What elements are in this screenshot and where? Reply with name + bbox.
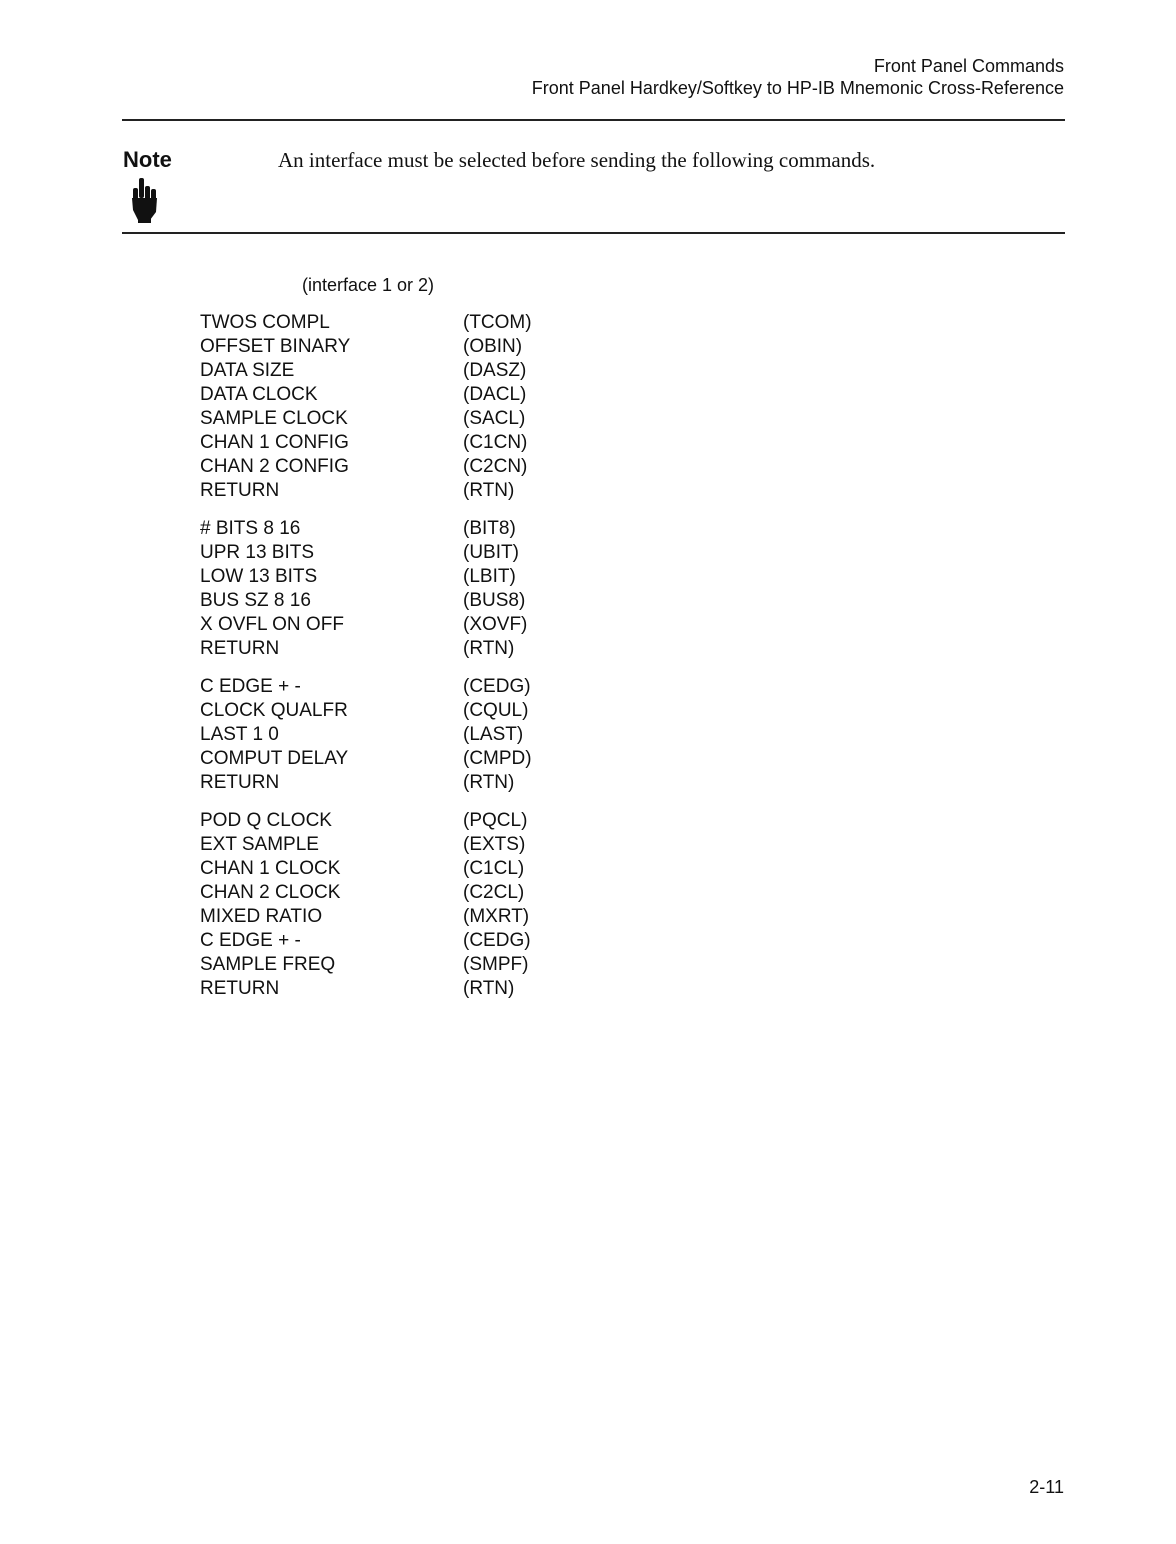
- softkey-label: DATA CLOCK: [200, 384, 318, 405]
- hpib-mnemonic: (BIT8): [463, 518, 516, 539]
- hpib-mnemonic: (CMPD): [463, 748, 532, 769]
- softkey-label: DATA SIZE: [200, 360, 295, 381]
- softkey-label: LOW 13 BITS: [200, 566, 318, 587]
- hpib-mnemonic: (EXTS): [463, 834, 526, 855]
- interface-label: (interface 1 or 2): [302, 275, 435, 295]
- hpib-mnemonic: (LAST): [463, 724, 524, 745]
- hpib-mnemonic: (C1CN): [463, 432, 528, 453]
- softkey-label: C EDGE + -: [200, 930, 301, 951]
- hpib-mnemonic: (MXRT): [463, 906, 530, 927]
- hpib-mnemonic: (C1CL): [463, 858, 525, 879]
- softkey-label: CHAN 1 CLOCK: [200, 858, 341, 879]
- softkey-label: OFFSET BINARY: [200, 336, 351, 357]
- softkey-label: UPR 13 BITS: [200, 542, 315, 563]
- hpib-mnemonic: (PQCL): [463, 810, 528, 831]
- softkey-label: # BITS 8 16: [200, 518, 301, 539]
- hpib-mnemonic: (DASZ): [463, 360, 527, 381]
- softkey-label: COMPUT DELAY: [200, 748, 349, 769]
- softkey-label: EXT SAMPLE: [200, 834, 319, 855]
- hpib-mnemonic: (CEDG): [463, 676, 531, 697]
- softkey-label: RETURN: [200, 480, 280, 501]
- hpib-mnemonic: (RTN): [463, 978, 515, 999]
- softkey-label: MIXED RATIO: [200, 906, 323, 927]
- softkey-label: TWOS COMPL: [200, 312, 330, 333]
- top-rule: [122, 119, 1065, 121]
- hpib-mnemonic: (LBIT): [463, 566, 516, 587]
- hpib-mnemonic: (OBIN): [463, 336, 523, 357]
- softkey-label: POD Q CLOCK: [200, 810, 332, 831]
- hpib-mnemonic: (C2CN): [463, 456, 528, 477]
- hpib-mnemonic: (TCOM): [463, 312, 532, 333]
- hpib-mnemonic: (XOVF): [463, 614, 528, 635]
- softkey-label: LAST 1 0: [200, 724, 279, 745]
- softkey-label: RETURN: [200, 638, 280, 659]
- softkey-label: RETURN: [200, 772, 280, 793]
- hpib-mnemonic: (RTN): [463, 772, 515, 793]
- softkey-label: X OVFL ON OFF: [200, 614, 344, 635]
- running-header-title: Front Panel Commands: [873, 56, 1064, 76]
- note-label: Note: [123, 147, 172, 172]
- hpib-mnemonic: (CEDG): [463, 930, 531, 951]
- softkey-label: SAMPLE FREQ: [200, 954, 336, 975]
- softkey-label: CHAN 1 CONFIG: [200, 432, 349, 453]
- softkey-label: CLOCK QUALFR: [200, 700, 348, 721]
- page-number: 2-11: [1029, 1477, 1064, 1497]
- running-header-subtitle: Front Panel Hardkey/Softkey to HP-IB Mnemonic Cross-Reference: [531, 78, 1064, 98]
- hpib-mnemonic: (RTN): [463, 480, 515, 501]
- hpib-mnemonic: (RTN): [463, 638, 515, 659]
- softkey-label: C EDGE + -: [200, 676, 301, 697]
- hpib-mnemonic: (SACL): [463, 408, 526, 429]
- hpib-mnemonic: (CQUL): [463, 700, 529, 721]
- note-text: An interface must be selected before sending the following commands.: [278, 148, 876, 172]
- hpib-mnemonic: (SMPF): [463, 954, 529, 975]
- bottom-rule: [122, 232, 1065, 234]
- softkey-label: BUS SZ 8 16: [200, 590, 311, 611]
- softkey-label: CHAN 2 CONFIG: [200, 456, 349, 477]
- softkey-label: CHAN 2 CLOCK: [200, 882, 341, 903]
- hpib-mnemonic: (BUS8): [463, 590, 526, 611]
- hpib-mnemonic: (C2CL): [463, 882, 525, 903]
- softkey-label: SAMPLE CLOCK: [200, 408, 348, 429]
- hpib-mnemonic: (DACL): [463, 384, 527, 405]
- softkey-label: RETURN: [200, 978, 280, 999]
- hpib-mnemonic: (UBIT): [463, 542, 519, 563]
- pointing-hand-icon: [126, 176, 162, 224]
